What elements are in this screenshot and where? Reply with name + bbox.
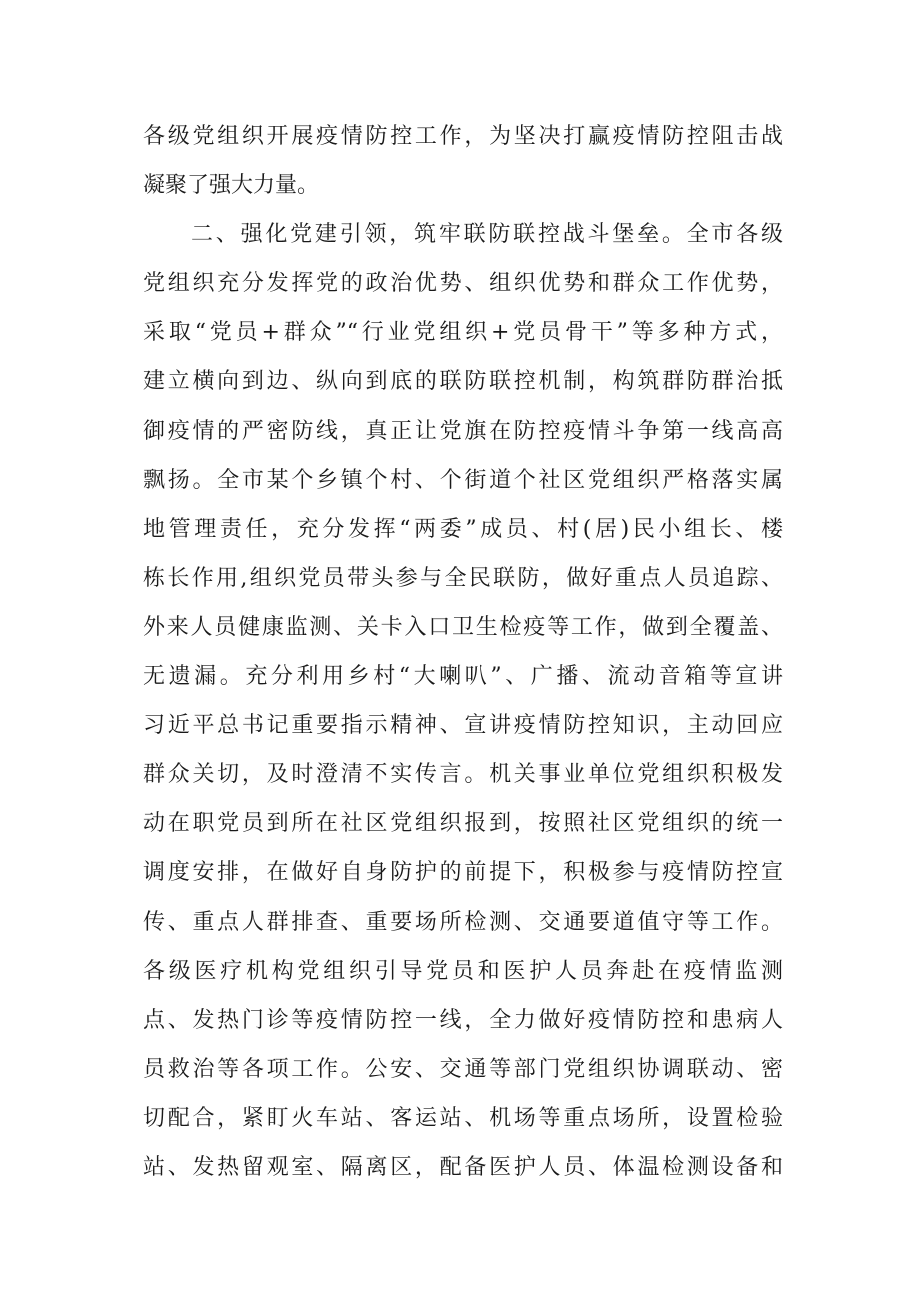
- text-line: 员救治等各项工作。公安、交通等部门党组织协调联动、密: [143, 1056, 783, 1082]
- text-line: 采取“党员+群众”“行业党组织+党员骨干”等多种方式，: [143, 320, 783, 346]
- text-line: 各级党组织开展疫情防控工作，为坚决打赢疫情防控阻击战: [143, 124, 783, 149]
- text-line: 各级医疗机构党组织引导党员和医护人员奔赴在疫情监测: [143, 958, 783, 984]
- text-line: 调度安排，在做好自身防护的前提下，积极参与疫情防控宣: [143, 860, 783, 886]
- text-line: 无遗漏。充分利用乡村“大喇叭”、广播、流动音箱等宣讲: [143, 664, 783, 690]
- text-line: 地管理责任，充分发挥“两委”成员、村(居)民小组长、楼: [143, 516, 783, 542]
- text-line: 飘扬。全市某个乡镇个村、个街道个社区党组织严格落实属: [143, 467, 783, 493]
- text-line: 切配合，紧盯火车站、客运站、机场等重点场所，设置检验: [143, 1105, 783, 1131]
- text-line: 栋长作用,组织党员带头参与全民联防，做好重点人员追踪、: [143, 565, 783, 591]
- text-line: 群众关切，及时澄清不实传言。机关事业单位党组织积极发: [143, 762, 783, 788]
- text-line: 习近平总书记重要指示精神、宣讲疫情防控知识，主动回应: [143, 713, 783, 739]
- document-body: [143, 112, 783, 1192]
- text-line: 站、发热留观室、隔离区，配备医护人员、体温检测设备和: [143, 1154, 783, 1180]
- text-line: 党组织充分发挥党的政治优势、组织优势和群众工作优势，: [143, 271, 783, 297]
- paragraph: [143, 112, 783, 210]
- text-line: 点、发热门诊等疫情防控一线，全力做好疫情防控和患病人: [143, 1007, 783, 1033]
- text-line: 传、重点人群排查、重要场所检测、交通要道值守等工作。: [143, 909, 783, 935]
- text-line: 外来人员健康监测、关卡入口卫生检疫等工作，做到全覆盖、: [143, 614, 783, 640]
- text-line: 二、强化党建引领，筑牢联防联控战斗堡垒。全市各级: [191, 222, 783, 248]
- text-line: 御疫情的严密防线，真正让党旗在防控疫情斗争第一线高高: [143, 418, 783, 444]
- paragraph: [143, 210, 783, 1192]
- text-line: 动在职党员到所在社区党组织报到，按照社区党组织的统一: [143, 811, 783, 837]
- text-line: 凝聚了强大力量。: [143, 173, 320, 199]
- text-line: 建立横向到边、纵向到底的联防联控机制，构筑群防群治抵: [143, 369, 783, 395]
